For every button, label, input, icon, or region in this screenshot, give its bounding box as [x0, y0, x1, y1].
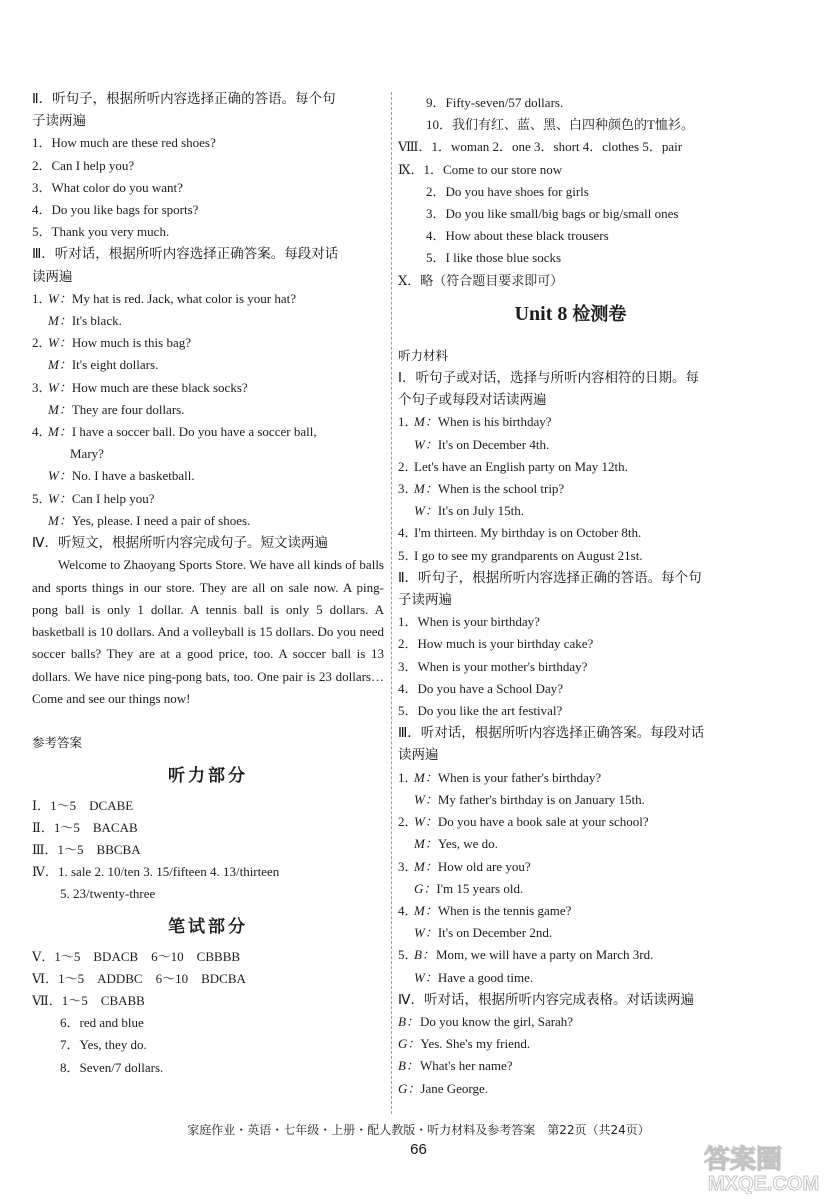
dialogue-text: They are four dollars. — [71, 401, 185, 417]
dialogue-text: Mom, we will have a party on March 3rd. — [436, 947, 654, 963]
dialogue-line — [32, 332, 384, 354]
dialogue-text: Mary? — [70, 446, 104, 462]
dialogue-text: It's on December 2nd. — [437, 925, 553, 941]
dialogue-line — [32, 377, 384, 399]
answer-row: Ⅶ．1～5 CBABB — [32, 992, 145, 1008]
speaker-label: M： — [414, 902, 438, 918]
speaker-label: B： — [414, 947, 435, 963]
unit-title — [398, 298, 743, 331]
dialogue-line — [398, 811, 743, 833]
list-item: 4．Do you have a School Day? — [398, 680, 563, 696]
unit-section-4-header: Ⅳ．听对话，根据所听内容完成表格。对话读两遍 — [398, 991, 694, 1008]
dialogue-text: It's eight dollars. — [71, 357, 159, 373]
answer-row: Ⅳ．1. sale 2. 10/ten 3. 15/fifteen 4. 13/thirteen — [32, 864, 280, 880]
dialogue-line — [398, 833, 743, 855]
dialogue-text: No. I have a basketball. — [71, 468, 195, 484]
dialogue-text: My hat is red. Jack, what color is your hat? — [71, 290, 297, 306]
svg-text:答案圈: 答案圈 — [704, 1145, 783, 1175]
item-number: 3． — [398, 858, 418, 874]
item-number: 3． — [398, 481, 418, 497]
answers-label: 参考答案 — [32, 735, 83, 751]
item-number: 1． — [398, 414, 418, 430]
answer-row: Ⅹ．略（符合题目要求即可） — [398, 272, 564, 288]
dialogue-line — [398, 1011, 743, 1033]
dialogue-text: Yes, we do. — [437, 836, 498, 852]
section-2-items — [32, 132, 384, 243]
speaker-label: M： — [414, 414, 438, 430]
item-number: 3． — [32, 379, 52, 395]
dialogue-line — [398, 1078, 743, 1100]
dialogue-text: It's black. — [71, 313, 122, 329]
item-number: 4． — [32, 424, 52, 440]
item-number: 2． — [32, 335, 52, 351]
dialogue-line — [32, 465, 384, 487]
dialogue-line — [398, 456, 743, 478]
answer-sub-row: 5．I like those blue socks — [426, 250, 562, 266]
section-3-dialogues — [32, 288, 384, 532]
list-item: 2．Can I help you? — [32, 157, 135, 173]
dialogue-line — [398, 434, 743, 456]
speaker-label: M： — [414, 481, 438, 497]
listening-passage: Welcome to Zhaoyang Sports Store. We have all kinds of balls and sports things in our store. They are all on sale now. A ping-pong ball is only 1 dollar. A tennis ball is only 5 dollars. A basketball is 10 dollars. And a volleyball is 15 dollars. Do you need soccer balls? They are at a good price, too. A soccer ball is 13 dollars. We have nice ping-pong bats, too. One pair is 23 dollars… Come and see our things now! — [32, 557, 384, 707]
answer-row: Ⅸ．1．Come to our store now — [398, 161, 563, 177]
item-number: 2． — [398, 458, 418, 474]
unit-section-2-header-cont: 子读两遍 — [398, 592, 452, 609]
dialogue-text: I have a soccer ball. Do you have a soccer ball, — [71, 424, 317, 440]
dialogue-text: It's on July 15th. — [437, 503, 524, 519]
unit-title-cn: 检测卷 — [572, 303, 627, 325]
dialogue-line — [398, 522, 743, 544]
dialogue-line — [32, 288, 384, 310]
unit-title-en: Unit 8 — [514, 302, 568, 325]
speaker-label: W： — [414, 503, 438, 519]
answer-row: Ⅱ．1～5 BACAB — [32, 819, 138, 835]
answer-sub-row: 2．Do you have shoes for girls — [426, 183, 589, 199]
speaker-label: M： — [48, 401, 72, 417]
dialogue-line — [32, 421, 384, 443]
dialogue-line — [398, 944, 743, 966]
page-footer: 家庭作业・英语・七年级・上册・配人教版・听力材料及参考答案 第22页（共24页） — [187, 1123, 650, 1137]
unit-section-4-dialogue — [398, 1011, 743, 1100]
list-item: 3．When is your mother's birthday? — [398, 658, 588, 674]
answer-sub-row: 7．Yes, they do. — [60, 1037, 147, 1053]
dialogue-line — [32, 354, 384, 376]
dialogue-text: How much are these black socks? — [71, 379, 248, 395]
dialogue-text: How much is this bag? — [71, 335, 191, 351]
answer-sub-row: 9．Fifty-seven/57 dollars. — [426, 95, 564, 110]
unit-section-1-items — [398, 411, 743, 566]
page-number: 66 — [410, 1141, 427, 1158]
list-item: 2．How much is your birthday cake? — [398, 636, 594, 652]
dialogue-line — [398, 900, 743, 922]
dialogue-line — [398, 922, 743, 944]
answer-sub-row: 3．Do you like small/big bags or big/small ones — [426, 206, 679, 222]
speaker-label: W： — [48, 379, 72, 395]
section-2-header-cont: 子读两遍 — [32, 113, 86, 130]
dialogue-line — [398, 1055, 743, 1077]
section-2-header: Ⅱ．听句子，根据所听内容选择正确的答语。每个句 — [32, 91, 336, 107]
unit-section-3-header-cont: 读两遍 — [398, 747, 439, 764]
dialogue-text: Do you know the girl, Sarah? — [420, 1013, 574, 1029]
list-item: 5．Thank you very much. — [32, 224, 170, 240]
unit-section-1-header: Ⅰ．听句子或对话，选择与所听内容相符的日期。每 — [398, 370, 699, 387]
left-column — [32, 88, 384, 1079]
speaker-label: G： — [398, 1036, 421, 1052]
listening-section-title: 听力部分 — [168, 765, 248, 786]
speaker-label: M： — [48, 424, 72, 440]
unit-section-3-dialogues — [398, 767, 743, 989]
speaker-label: M： — [414, 858, 438, 874]
dialogue-text: It's on December 4th. — [437, 436, 550, 452]
section-3-header: Ⅲ．听对话，根据所听内容选择正确答案。每段对话 — [32, 246, 339, 263]
answer-row: Ⅲ．1～5 BBCBA — [32, 841, 141, 857]
dialogue-line — [32, 510, 384, 532]
watermark-logo — [700, 1142, 826, 1194]
dialogue-line — [32, 399, 384, 421]
dialogue-text: I'm thirteen. My birthday is on October 8th. — [414, 525, 642, 541]
item-number: 1． — [32, 290, 52, 306]
dialogue-line — [32, 310, 384, 332]
dialogue-line — [398, 500, 743, 522]
item-number: 5． — [32, 490, 52, 506]
dialogue-text: Jane George. — [420, 1080, 489, 1096]
speaker-label: M： — [414, 769, 438, 785]
speaker-label: M： — [414, 836, 438, 852]
dialogue-line — [398, 878, 743, 900]
speaker-label: M： — [48, 512, 72, 528]
item-number: 2． — [398, 814, 418, 830]
dialogue-text: Do you have a book sale at your school? — [437, 814, 649, 830]
dialogue-line — [398, 856, 743, 878]
list-item: 1．How much are these red shoes? — [32, 135, 216, 151]
answer-sub-row: 8．Seven/7 dollars. — [60, 1059, 164, 1075]
item-number: 5． — [398, 547, 418, 563]
answer-sub-row: 6．red and blue — [60, 1015, 144, 1031]
speaker-label: W： — [48, 290, 72, 306]
list-item: 1．When is your birthday? — [398, 614, 540, 630]
speaker-label: M： — [48, 357, 72, 373]
list-item: 5．Do you like the art festival? — [398, 703, 563, 719]
dialogue-text: When is his birthday? — [437, 414, 552, 430]
dialogue-text: When is the tennis game? — [437, 902, 572, 918]
dialogue-line — [398, 767, 743, 789]
unit-section-1-header-cont: 个句子或每段对话读两遍 — [398, 392, 547, 409]
item-number: 5． — [398, 947, 418, 963]
answer-row: Ⅷ．1．woman 2．one 3．short 4．clothes 5．pair — [398, 139, 683, 155]
dialogue-line — [398, 1033, 743, 1055]
section-3-header-cont: 读两遍 — [32, 268, 73, 285]
list-item: 3．What color do you want? — [32, 179, 183, 195]
speaker-label: W： — [414, 925, 438, 941]
speaker-label: M： — [48, 313, 72, 329]
answer-sub-row: 10．我们有红、蓝、黑、白四种颜色的T恤衫。 — [426, 117, 694, 133]
dialogue-line — [398, 478, 743, 500]
item-number: 4． — [398, 902, 418, 918]
unit-section-3-header: Ⅲ．听对话，根据所听内容选择正确答案。每段对话 — [398, 725, 705, 742]
column-divider — [391, 92, 392, 1114]
item-number: 4． — [398, 525, 418, 541]
speaker-label: G： — [414, 880, 437, 896]
dialogue-text: When is the school trip? — [437, 481, 565, 497]
dialogue-text: Have a good time. — [437, 969, 534, 985]
dialogue-text: I go to see my grandparents on August 21st. — [414, 547, 643, 563]
materials-label: 听力材料 — [398, 347, 449, 363]
speaker-label: W： — [48, 468, 72, 484]
dialogue-text: When is your father's birthday? — [437, 769, 602, 785]
speaker-label: B： — [398, 1058, 419, 1074]
dialogue-text: What's her name? — [420, 1058, 513, 1074]
dialogue-text: My father's birthday is on January 15th. — [437, 791, 645, 807]
dialogue-text: Yes, please. I need a pair of shoes. — [71, 512, 251, 528]
speaker-label: G： — [398, 1080, 421, 1096]
dialogue-line — [32, 443, 384, 465]
speaker-label: W： — [414, 436, 438, 452]
svg-text:MXQE.COM: MXQE.COM — [708, 1173, 820, 1194]
dialogue-line — [398, 411, 743, 433]
dialogue-text: Let's have an English party on May 12th. — [414, 458, 628, 474]
speaker-label: W： — [414, 814, 438, 830]
dialogue-text: How old are you? — [437, 858, 531, 874]
right-column — [398, 92, 743, 1100]
dialogue-text: I'm 15 years old. — [436, 880, 524, 896]
dialogue-line — [398, 967, 743, 989]
section-4-header: Ⅳ．听短文，根据所听内容完成句子。短文读两遍 — [32, 535, 328, 552]
written-section-title: 笔试部分 — [168, 916, 248, 937]
answer-row: Ⅰ．1～5 DCABE — [32, 797, 134, 813]
answer-row-cont: 5. 23/twenty-three — [60, 886, 156, 902]
answer-row: Ⅵ．1～5 ADDBC 6～10 BDCBA — [32, 970, 246, 986]
item-number: 1． — [398, 769, 418, 785]
speaker-label: W： — [48, 335, 72, 351]
list-item: 4．Do you like bags for sports? — [32, 202, 199, 218]
dialogue-text: Yes. She's my friend. — [420, 1036, 531, 1052]
dialogue-line — [32, 488, 384, 510]
speaker-label: W： — [414, 791, 438, 807]
dialogue-text: Can I help you? — [71, 490, 155, 506]
answer-sub-row: 4．How about these black trousers — [426, 228, 609, 244]
dialogue-line — [398, 545, 743, 567]
unit-section-2-header: Ⅱ．听句子，根据所听内容选择正确的答语。每个句 — [398, 569, 702, 586]
speaker-label: B： — [398, 1013, 419, 1029]
speaker-label: W： — [48, 490, 72, 506]
dialogue-line — [398, 789, 743, 811]
speaker-label: W： — [414, 969, 438, 985]
answer-row: Ⅴ．1～5 BDACB 6～10 CBBBB — [32, 948, 241, 964]
